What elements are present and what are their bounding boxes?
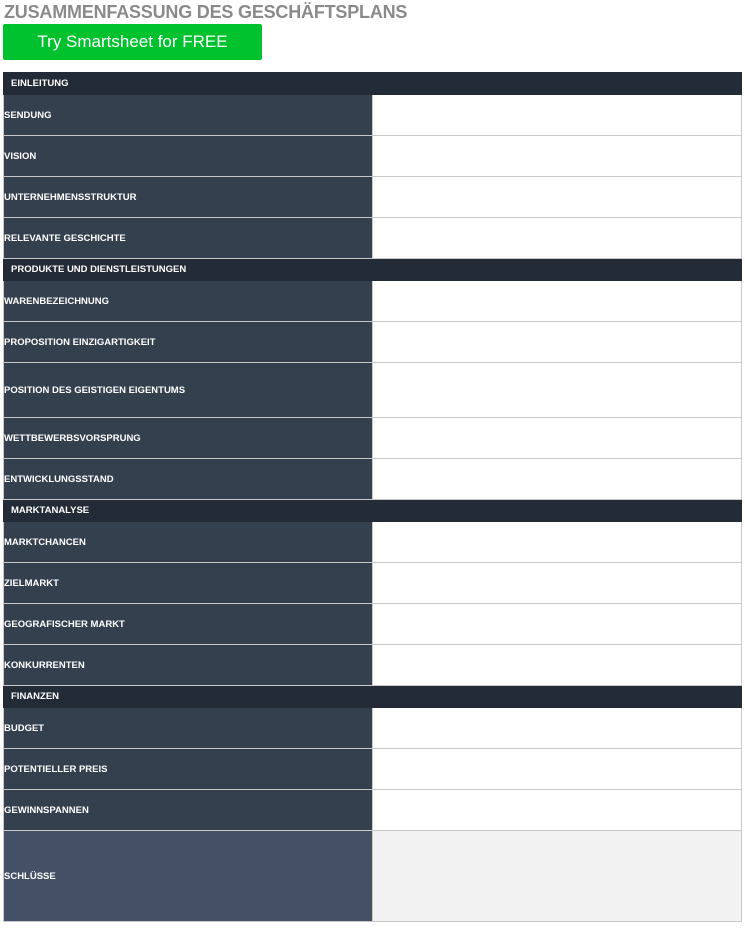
table-row [4, 522, 742, 563]
table-row [4, 563, 742, 604]
section-header-finanzen [4, 686, 742, 708]
row-value-cell[interactable] [373, 95, 742, 136]
row-value-cell[interactable] [373, 136, 742, 177]
table-row [4, 708, 742, 749]
row-value-cell[interactable] [373, 459, 742, 500]
section-header-einleitung [4, 73, 742, 95]
conclusion-row [4, 831, 742, 922]
row-value-cell[interactable] [373, 363, 742, 418]
row-label: ENTWICKLUNGSSTAND [4, 459, 373, 500]
table-row [4, 604, 742, 645]
section-heading: PRODUKTE UND DIENSTLEISTUNGEN [4, 259, 742, 281]
row-label: GEWINNSPANNEN [4, 790, 373, 831]
table-row [4, 136, 742, 177]
table-row [4, 459, 742, 500]
row-label: POSITION DES GEISTIGEN EIGENTUMS [4, 363, 373, 418]
table-row [4, 790, 742, 831]
row-label: ZIELMARKT [4, 563, 373, 604]
row-label: GEOGRAFISCHER MARKT [4, 604, 373, 645]
row-label: VISION [4, 136, 373, 177]
row-value-cell[interactable] [373, 218, 742, 259]
row-value-cell[interactable] [373, 749, 742, 790]
table-row [4, 418, 742, 459]
row-label: WARENBEZEICHNUNG [4, 281, 373, 322]
table-row [4, 363, 742, 418]
row-value-cell[interactable] [373, 790, 742, 831]
row-value-cell[interactable] [373, 177, 742, 218]
conclusion-value-cell[interactable] [373, 831, 742, 922]
section-heading: FINANZEN [4, 686, 742, 708]
section-header-produkte [4, 259, 742, 281]
conclusion-label: SCHLÜSSE [4, 831, 373, 922]
section-heading: MARKTANALYSE [4, 500, 742, 522]
row-value-cell[interactable] [373, 418, 742, 459]
page-title: ZUSAMMENFASSUNG DES GESCHÄFTSPLANS [4, 2, 408, 22]
section-header-marktanalyse [4, 500, 742, 522]
table-row [4, 177, 742, 218]
row-value-cell[interactable] [373, 604, 742, 645]
row-label: POTENTIELLER PREIS [4, 749, 373, 790]
table-row [4, 95, 742, 136]
row-label: MARKTCHANCEN [4, 522, 373, 563]
table-row [4, 749, 742, 790]
try-smartsheet-button[interactable]: Try Smartsheet for FREE [3, 24, 262, 60]
row-value-cell[interactable] [373, 563, 742, 604]
row-label: KONKURRENTEN [4, 645, 373, 686]
row-label: WETTBEWERBSVORSPRUNG [4, 418, 373, 459]
table-row [4, 645, 742, 686]
row-label: SENDUNG [4, 95, 373, 136]
row-label: PROPOSITION EINZIGARTIGKEIT [4, 322, 373, 363]
row-label: BUDGET [4, 708, 373, 749]
row-value-cell[interactable] [373, 645, 742, 686]
row-value-cell[interactable] [373, 522, 742, 563]
table-row [4, 322, 742, 363]
row-value-cell[interactable] [373, 708, 742, 749]
business-plan-table [3, 72, 742, 922]
table-row [4, 281, 742, 322]
row-value-cell[interactable] [373, 322, 742, 363]
table-row [4, 218, 742, 259]
section-heading: EINLEITUNG [4, 73, 742, 95]
row-value-cell[interactable] [373, 281, 742, 322]
row-label: RELEVANTE GESCHICHTE [4, 218, 373, 259]
row-label: UNTERNEHMENSSTRUKTUR [4, 177, 373, 218]
